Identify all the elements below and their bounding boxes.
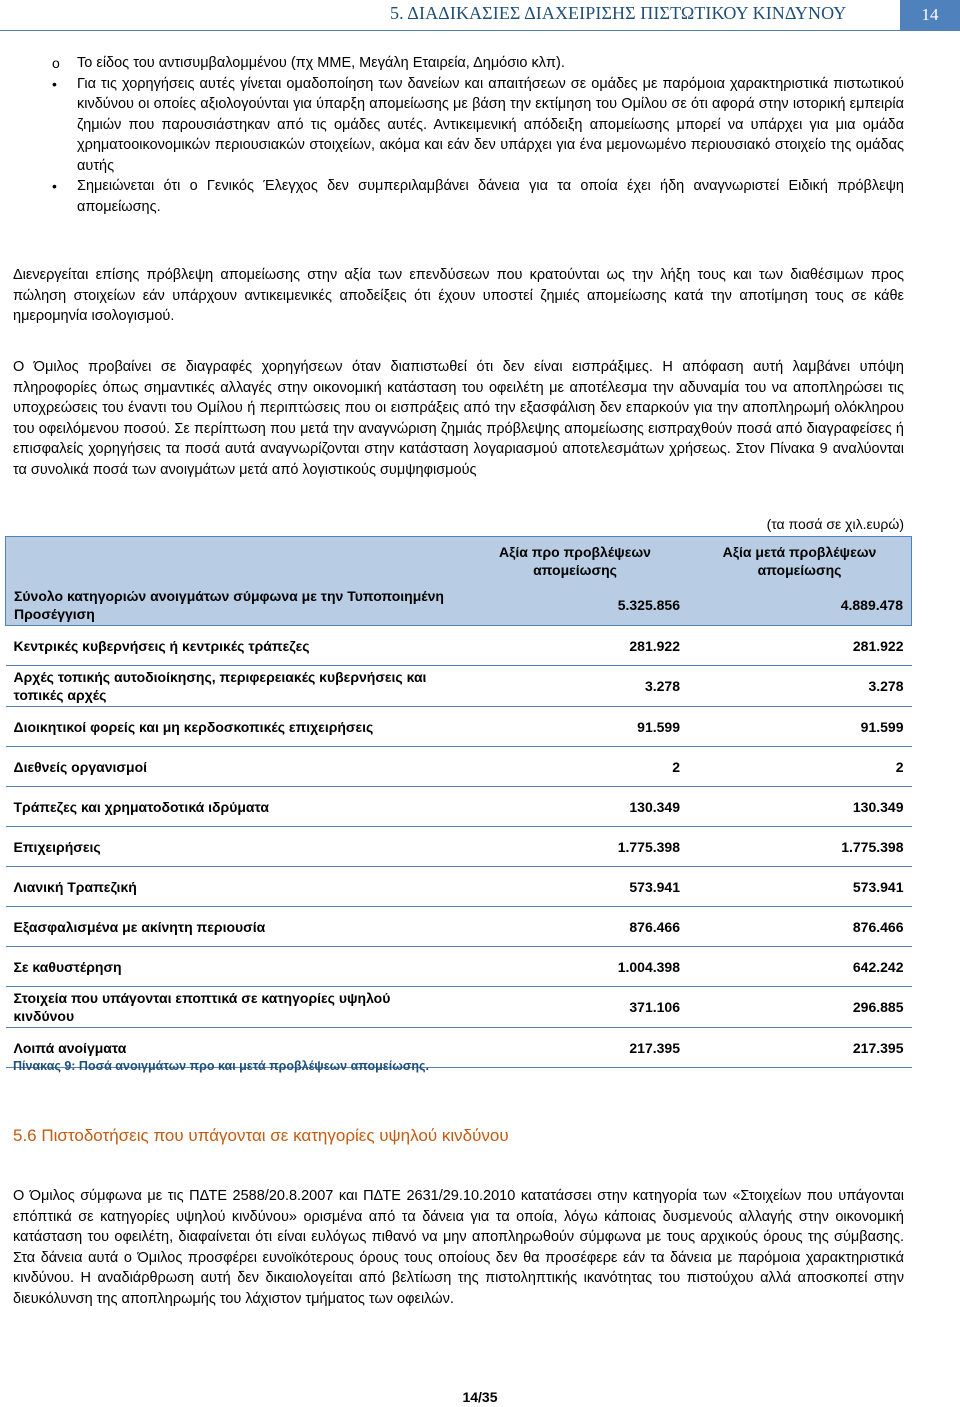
table-row <box>6 787 912 827</box>
criteria-list <box>38 53 904 217</box>
bullet-icon: • <box>52 178 57 194</box>
header-divider <box>0 30 960 31</box>
row-label: Τράπεζες και χρηματοδοτικά ιδρύματα <box>6 787 463 827</box>
table-row <box>6 707 912 747</box>
row-after: 91.599 <box>688 707 912 747</box>
row-before: 217.395 <box>462 1028 688 1068</box>
table-header-after: Αξία μετά προβλέψεων απομείωσης <box>688 537 912 586</box>
table-row <box>6 987 912 1028</box>
table-row <box>6 947 912 987</box>
row-label: Διοικητικοί φορείς και μη κερδοσκοπικές επιχειρήσεις <box>6 707 463 747</box>
list-item <box>38 53 904 74</box>
table-caption: Πίνακας 9: Ποσά ανοιγμάτων προ και μετά προβλέψεων απομείωσης. <box>13 1059 429 1073</box>
row-label: Κεντρικές κυβερνήσεις ή κεντρικές τράπεζες <box>6 626 463 666</box>
chapter-title: 5. ΔΙΑΔΙΚΑΣΙΕΣ ΔΙΑΧΕΙΡΙΣΗΣ ΠΙΣΤΩΤΙΚΟΥ ΚΙΝΔΥΝΟΥ <box>390 3 847 23</box>
row-before: 281.922 <box>462 626 688 666</box>
row-before: 1.004.398 <box>462 947 688 987</box>
row-after: 3.278 <box>688 666 912 707</box>
paragraph-write-offs: Ο Όμιλος προβαίνει σε διαγραφές χορηγήσεων όταν διαπιστωθεί ότι δεν είναι εισπράξιμες. Η απόφαση αυτή λαμβάνει υπόψη πληροφορίες όπως σημαντικές αλλαγές στην οικονομική κατάσταση του οφειλέτη με αποτέλεσμα την αδυναμία του να αποπληρώσει τις υποχρεώσεις του έναντι του Ομίλου ή περιπτώσεις που οι εισπράξεις από την εξασφάλιση δεν επαρκούν για την αποπληρωμή ολόκληρου του οφειλόμενου ποσού. Σε περίπτωση που μετά την αναγνώριση ζημιάς πρόβλεψης απομείωσης εισπραχθούν ποσά από διαγραφείσες ή επισφαλείς χορηγήσεις τα ποσά αυτά αναγνωρίζονται στην κατάσταση λογαριασμού αποτελεσμάτων χρήσεως. Στον Πίνακα 9 αναλύονται τα συνολικά ποσά των ανοιγμάτων μετά από λογιστικούς συμψηφισμούς <box>13 359 904 478</box>
row-before: 91.599 <box>462 707 688 747</box>
row-after: 876.466 <box>688 907 912 947</box>
row-before: 3.278 <box>462 666 688 707</box>
list-item-text: Για τις χορηγήσεις αυτές γίνεται ομαδοποίηση των δανείων και απαιτήσεων σε ομάδες με παρόμοια χαρακτηριστικά πιστωτικού κινδύνου οι οποίες αξιολογούνται για ύπαρξη απομείωσης με βάση την εκτίμηση του Ομίλου σε ότι αφορά στην ιστορική εμπειρία ζημιών που παρουσιάστηκαν από τις ομάδες αυτές. Αντικειμενική απόδειξη απομείωσης μπορεί να υπάρχει για μια ομάδα χρηματοοικονομικών περιουσιακών στοιχείων, ακόμα και εάν δεν υπάρχει για ένα μεμονωμένο περιουσιακό στοιχείο της ομάδας αυτής <box>77 75 904 174</box>
total-after: 4.889.478 <box>688 585 912 626</box>
table-header-category <box>6 537 463 586</box>
row-label: Στοιχεία που υπάγονται εποπτικά σε κατηγορίες υψηλού κινδύνου <box>6 987 463 1028</box>
units-note: (τα ποσά σε χιλ.ευρώ) <box>766 516 904 532</box>
page-number-badge: 14 <box>900 0 960 30</box>
row-after: 642.242 <box>688 947 912 987</box>
row-after: 1.775.398 <box>688 827 912 867</box>
total-before: 5.325.856 <box>462 585 688 626</box>
row-label: Αρχές τοπικής αυτοδιοίκησης, περιφερειακές κυβερνήσεις και τοπικές αρχές <box>6 666 463 707</box>
row-label: Λοιπά ανοίγματα <box>6 1028 463 1068</box>
total-label: Σύνολο κατηγοριών ανοιγμάτων σύμφωνα με την Τυποποιημένη Προσέγγιση <box>6 585 463 626</box>
row-label: Διεθνείς οργανισμοί <box>6 747 463 787</box>
row-label: Επιχειρήσεις <box>6 827 463 867</box>
table-row <box>6 747 912 787</box>
paragraph-impairment-investments: Διενεργείται επίσης πρόβλεψη απομείωσης στην αξία των επενδύσεων που κρατούνται ως την λήξη τους και των διαθέσιμων προς πώληση στοιχείων εάν υπάρχουν αντικειμενικές αποδείξεις ότι έχουν υποστεί ζημιές απομείωσης κατά την αποτίμηση τους σε κάθε ημερομηνία ισολογισμού. <box>13 267 904 324</box>
row-label: Εξασφαλισμένα με ακίνητη περιουσία <box>6 907 463 947</box>
table-row <box>6 666 912 707</box>
list-item <box>38 176 904 217</box>
table-total-row <box>6 585 912 626</box>
row-after: 281.922 <box>688 626 912 666</box>
list-item <box>38 74 904 177</box>
row-before: 876.466 <box>462 907 688 947</box>
exposures-table <box>5 536 912 1068</box>
section-heading: 5.6 Πιστοδοτήσεις που υπάγονται σε κατηγορίες υψηλού κινδύνου <box>13 1126 509 1145</box>
row-after: 573.941 <box>688 867 912 907</box>
list-item-text: Το είδος του αντισυμβαλομμένου (πχ ΜΜΕ, Μεγάλη Εταιρεία, Δημόσιο κλπ). <box>77 55 565 71</box>
table-header-before: Αξία προ προβλέψεων απομείωσης <box>462 537 688 586</box>
row-label: Λιανική Τραπεζική <box>6 867 463 907</box>
list-item-text: Σημειώνεται ότι ο Γενικός Έλεγχος δεν συμπεριλαμβάνει δάνεια για τα οποία έχει ήδη αναγνωριστεί Ειδική πρόβλεψη απομείωσης. <box>77 178 904 215</box>
row-after: 217.395 <box>688 1028 912 1068</box>
table-row <box>6 907 912 947</box>
row-after: 296.885 <box>688 987 912 1028</box>
row-before: 130.349 <box>462 787 688 827</box>
table-row <box>6 867 912 907</box>
row-label: Σε καθυστέρηση <box>6 947 463 987</box>
row-before: 2 <box>462 747 688 787</box>
row-before: 371.106 <box>462 987 688 1028</box>
table-row <box>6 827 912 867</box>
table-row <box>6 626 912 666</box>
paragraph-high-risk: Ο Όμιλος σύμφωνα με τις ΠΔΤΕ 2588/20.8.2007 και ΠΔΤΕ 2631/29.10.2010 κατατάσσει στην κατηγορία των «Στοιχείων που υπάγονται επόπτικά σε κατηγορίες υψηλού κινδύνου» ορισμένα από τα δάνεια για τα οποία, λόγω κάποιας δυσμενούς αλλαγής στην οικονομική κατάσταση του οφειλέτη, διαφαίνεται ότι είναι ευλόγως πιθανό να μην αποπληρωθούν σύμφωνα με τους αρχικούς όρους της σύμβασης. Στα δάνεια αυτά ο Όμιλος προσφέρει ευνοϊκότερους όρους τους οποίους δεν θα προσέφερε εάν τα δάνεια με παρόμοια χαρακτηριστικά κινδύνου. Η αναδιάρθρωση αυτή δεν δικαιολογείται από βελτίωση της πιστοληπτικής ικανότητας του πιστούχου αλλά αποσκοπεί στην διευκόλυνση της αποπληρωμής του λάχιστον τμήματος των οφειλών. <box>13 1188 904 1307</box>
bullet-icon: • <box>52 75 57 92</box>
page-footer-number: 14/35 <box>462 1389 498 1405</box>
row-after: 2 <box>688 747 912 787</box>
table-header-row <box>6 537 912 586</box>
circle-bullet-icon: o <box>52 55 60 71</box>
row-after: 130.349 <box>688 787 912 827</box>
row-before: 573.941 <box>462 867 688 907</box>
row-before: 1.775.398 <box>462 827 688 867</box>
